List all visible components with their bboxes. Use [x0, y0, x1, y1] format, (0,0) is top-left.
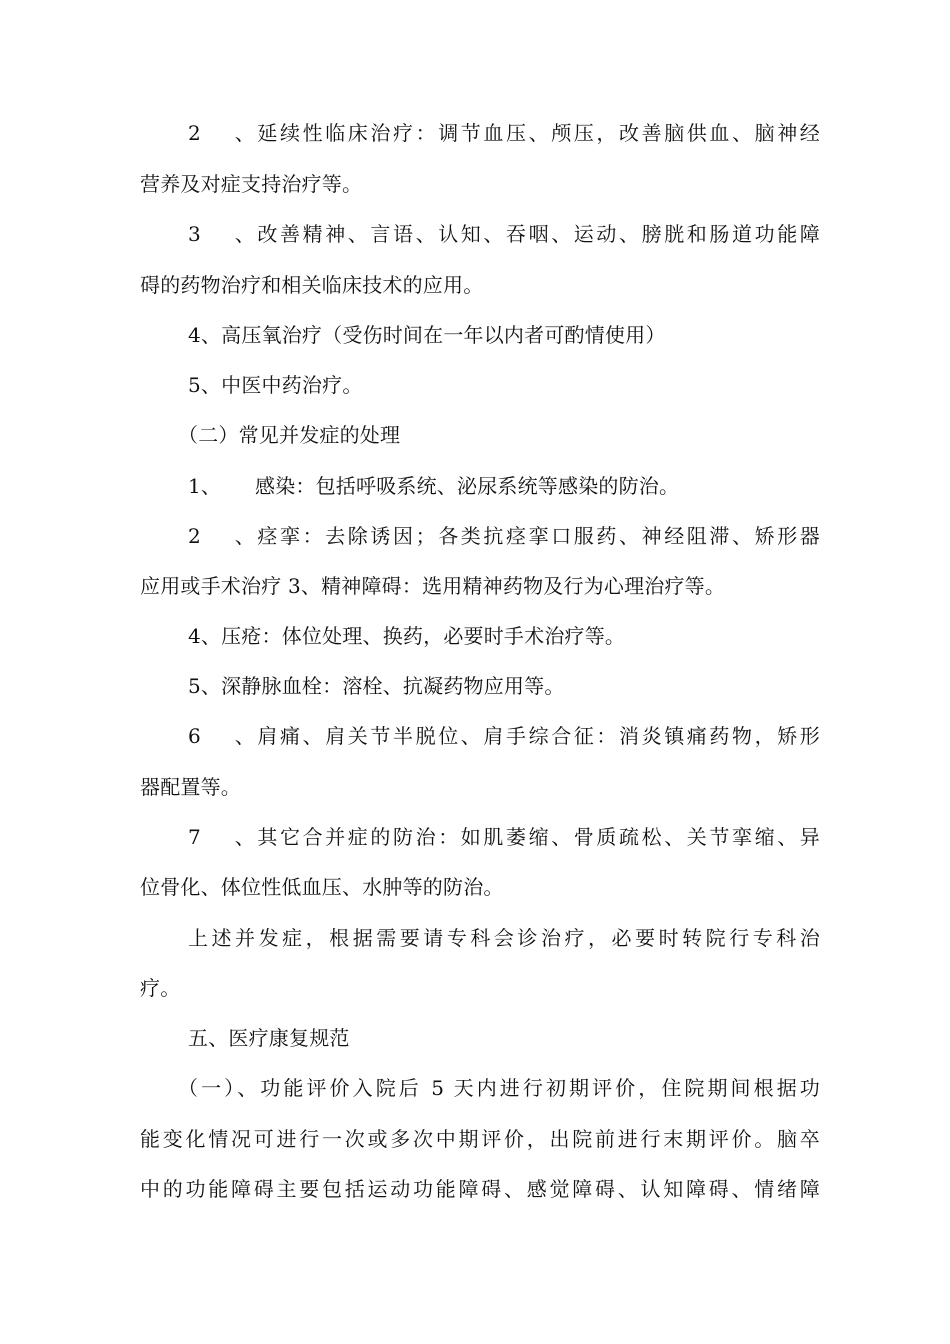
list-item-4 — [188, 318, 820, 352]
item-number: 2、 — [188, 121, 255, 145]
list-item-3-line-1 — [188, 217, 820, 251]
line-text: 能变化情况可进行一次或多次中期评价，出院前进行末期评价。脑卒 — [140, 1127, 820, 1151]
line-text: 位骨化、体位性低血压、水肿等的防治。 — [140, 875, 504, 899]
paragraph-evaluation-line-2 — [140, 1122, 820, 1156]
complication-item-7-line-1 — [188, 820, 820, 854]
paragraph-summary-line-2 — [140, 971, 820, 1005]
section-heading-complications — [178, 418, 820, 452]
list-item-2-line-2 — [140, 167, 820, 201]
paragraph-evaluation-line-1 — [178, 1071, 820, 1105]
item-number: 2、 — [188, 524, 255, 548]
paragraph-summary-line-1 — [188, 921, 820, 955]
line-text: 碍的药物治疗和相关临床技术的应用。 — [140, 273, 484, 297]
complication-item-6-line-1 — [188, 719, 820, 753]
item-number: 1、 — [188, 474, 222, 498]
line-text: （一）、功能评价入院后 5 天内进行初期评价，住院期间根据功 — [178, 1076, 820, 1100]
line-text: 其它合并症的防治：如肌萎缩、骨质疏松、关节挛缩、异 — [255, 825, 820, 849]
complication-item-5 — [188, 669, 820, 703]
line-text: 肩痛、肩关节半脱位、肩手综合征：消炎镇痛药物，矫形 — [255, 724, 820, 748]
heading-text: （二）常见并发症的处理 — [178, 423, 401, 447]
list-item-5 — [188, 368, 820, 402]
line-text: 应用或手术治疗 3、精神障碍：选用精神药物及行为心理治疗等。 — [140, 574, 726, 598]
item-number: 6、 — [188, 724, 255, 748]
line-text: 上述并发症，根据需要请专科会诊治疗，必要时转院行专科治 — [188, 926, 820, 950]
line-text: 5、深静脉血栓：溶栓、抗凝药物应用等。 — [188, 674, 565, 698]
list-item-3-line-2 — [140, 268, 820, 302]
item-number: 7、 — [188, 825, 255, 849]
paragraph-evaluation-line-3 — [140, 1172, 820, 1206]
complication-item-4 — [188, 619, 820, 653]
complication-item-7-line-2 — [140, 870, 820, 904]
complication-item-6-line-2 — [140, 770, 820, 804]
section-heading-rehab — [188, 1021, 820, 1055]
line-text: 4、压疮：体位处理、换药，必要时手术治疗等。 — [188, 624, 626, 648]
line-text: 改善精神、言语、认知、吞咽、运动、膀胱和肠道功能障 — [255, 222, 820, 246]
heading-text: 五、医疗康复规范 — [188, 1026, 350, 1050]
line-text: 延续性临床治疗：调节血压、颅压，改善脑供血、脑神经 — [255, 121, 820, 145]
complication-item-2-line-1 — [188, 519, 820, 553]
line-text: 器配置等。 — [140, 775, 241, 799]
line-text: 5、中医中药治疗。 — [188, 373, 363, 397]
line-text: 疗。 — [140, 976, 181, 1000]
complication-item-1 — [188, 469, 820, 503]
item-number: 3、 — [188, 222, 255, 246]
line-text: 感染：包括呼吸系统、泌尿系统等感染的防治。 — [255, 474, 680, 498]
list-item-2-line-1 — [188, 116, 820, 150]
complication-item-2-line-2 — [140, 569, 820, 603]
line-text: 中的功能障碍主要包括运动功能障碍、感觉障碍、认知障碍、情绪障 — [140, 1177, 820, 1201]
line-text: 痉挛：去除诱因；各类抗痉挛口服药、神经阻滞、矫形器 — [255, 524, 820, 548]
line-text: 4、高压氧治疗（受伤时间在一年以内者可酌情使用） — [188, 323, 666, 347]
line-text: 营养及对症支持治疗等。 — [140, 172, 363, 196]
